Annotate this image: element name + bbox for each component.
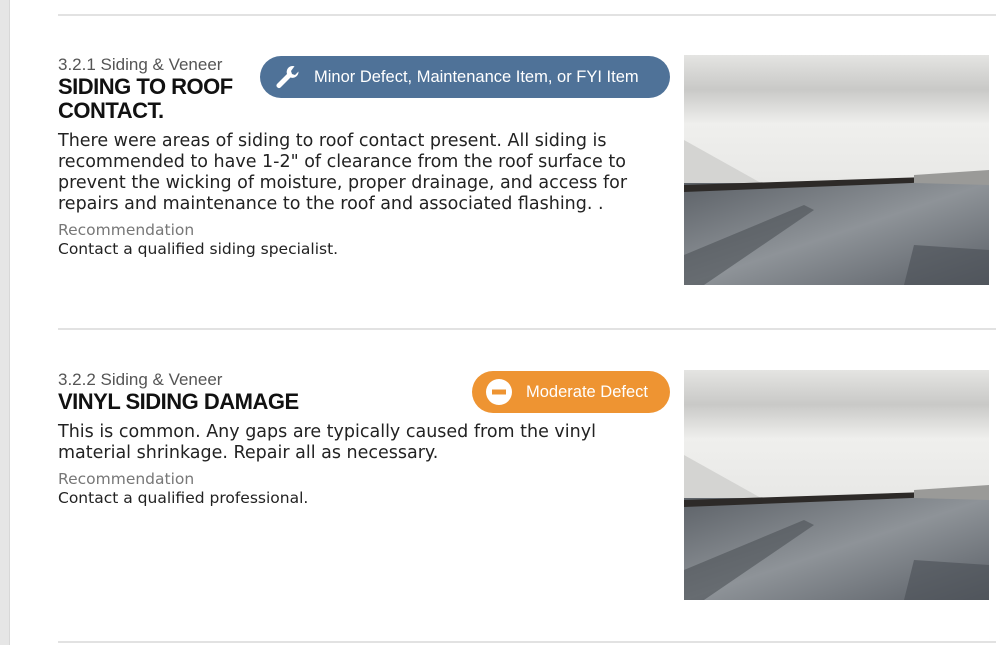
item-title: VINYL SIDING DAMAGE	[58, 389, 299, 414]
severity-badge-moderate	[472, 371, 670, 413]
title-line: SIDING TO ROOF	[58, 74, 233, 99]
divider	[58, 14, 996, 16]
recommendation-text: Contact a qualified siding specialist.	[58, 240, 339, 258]
siding-roof-photo[interactable]	[684, 55, 989, 285]
title-line: CONTACT.	[58, 98, 164, 123]
severity-badge-minor	[260, 56, 670, 98]
minus-circle-icon	[484, 377, 514, 407]
recommendation-text: Contact a qualified professional.	[58, 489, 309, 507]
recommendation-label: Recommendation	[58, 221, 195, 239]
vinyl-siding-photo[interactable]	[684, 370, 989, 600]
divider	[58, 328, 996, 330]
item-section: 3.2.1 Siding & Veneer	[58, 55, 223, 74]
item-description: There were areas of siding to roof contact present. All siding is recommended to have 1-2" of clearance from the roof surface to prevent the wicking of moisture, proper drainage, and access for repairs and maintenance to the roof and associated flashing. .	[58, 131, 628, 214]
recommendation-label: Recommendation	[58, 470, 195, 488]
wrench-icon	[272, 62, 302, 92]
item-section: 3.2.2 Siding & Veneer	[58, 370, 223, 389]
divider	[58, 641, 996, 643]
page-left-border	[0, 0, 10, 645]
badge-label: Minor Defect, Maintenance Item, or FYI Item	[314, 67, 639, 86]
badge-label: Moderate Defect	[526, 382, 648, 401]
item-description: This is common. Any gaps are typically caused from the vinyl material shrinkage. Repair all as necessary.	[58, 422, 596, 463]
